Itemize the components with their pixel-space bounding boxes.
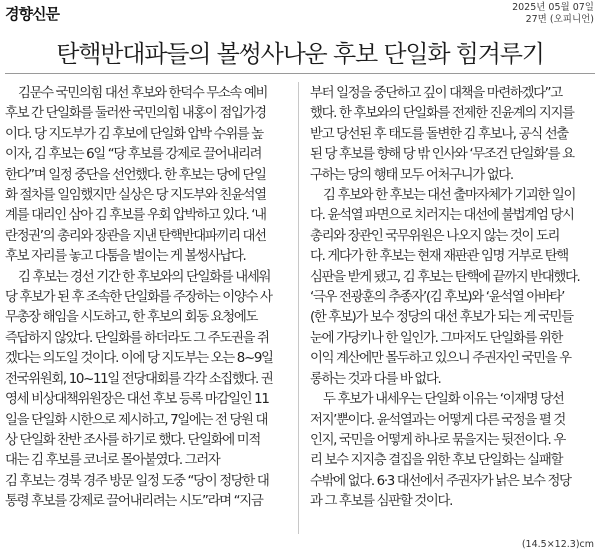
article-text-line: 총리와 장관인 국무위원은 나오지 않는 것이 도리 xyxy=(310,228,560,244)
article-text-line: 영세 비상대책위원장은 대선 후보 등록 마감일인 11 xyxy=(5,392,269,408)
article-text-line: 인지, 국민을 어떻게 하나로 묶을지는 뒷전이다. 우 xyxy=(310,432,565,448)
article-text-line: 다. 게다가 한 후보는 현재 재판관 임명 거부로 탄핵 xyxy=(310,249,568,265)
article-text-line: 이익 계산에만 몰두하고 있으니 주권자인 국민을 우 xyxy=(310,351,571,367)
article-text-line: 이다. 당 지도부가 김 후보에 단일화 압박 수위를 높 xyxy=(5,126,263,142)
issue-date: 2025년 05월 07일 xyxy=(512,2,594,13)
article-text-line: 일을 단일화 시한으로 제시하고, 7일에는 전 당원 대 xyxy=(5,412,268,428)
article-text-line: 구하는 당의 행태 모두 어처구니가 없다. xyxy=(310,167,513,183)
article-text-line: 당 후보가 된 후 조속한 단일화를 주장하는 이양수 사 xyxy=(5,290,272,306)
article-text-line: 롱하는 것과 다를 바 없다. xyxy=(310,371,441,387)
article-text-line: 이자, 김 후보는 6일 “당 후보를 강제로 끌어내리려 xyxy=(5,147,262,163)
article-text-line: 김 후보는 경선 기간 한 후보와의 단일화를 내세워 xyxy=(18,269,271,285)
article-text-line: 후보 자리를 놓고 다툼을 벌이는 게 볼썽사납다. xyxy=(5,249,246,265)
article-text-line: 한다”며 일정 중단을 선언했다. 한 후보는 당에 단일 xyxy=(5,167,266,183)
article-text-line: 부터 일정을 중단하고 깊이 대책을 마련하겠다”고 xyxy=(310,86,562,101)
article-text-line: 받고 당선된 후 태도를 돌변한 김 후보나, 공식 선출 xyxy=(310,126,568,142)
article-text-line: 계를 대리인 삼아 김 후보를 우회 압박하고 있다. ‘내 xyxy=(5,208,266,224)
page-label: 27면 (오피니언) xyxy=(525,14,594,25)
article-text-line: 된 당 후보를 향해 당 밖 인사와 ‘무조건 단일화’를 요 xyxy=(310,147,574,163)
article-text-line: 전국위원회, 10~11일 전당대회를 각각 소집했다. 권 xyxy=(5,371,273,387)
article-text-line: 상 단일화 찬반 조사를 하기로 했다. 단일화에 미적 xyxy=(5,432,260,448)
article-text-line: 통령 후보를 강제로 끌어내리려는 시도”라며 “지금 xyxy=(5,494,263,510)
column-divider xyxy=(298,82,299,534)
newspaper-masthead: 경향신문 xyxy=(5,5,59,23)
article-column-left xyxy=(5,84,284,513)
article-text-line: 김 후보와 한 후보는 대선 출마자체가 기괴한 일이 xyxy=(323,188,576,204)
article-text-line: 화 절차를 일임했지만 실상은 당 지도부와 친윤석열 xyxy=(5,188,266,204)
article-text-line: 과 그 후보를 심판할 것이다. xyxy=(310,494,452,510)
article-text-line: 리 보수 지지층 결집을 위한 후보 단일화는 실패할 xyxy=(310,453,563,469)
article-text-line: 란정권’의 총리와 장관을 지낸 탄핵반대파끼리 대선 xyxy=(5,228,266,244)
article-text-line: 김문수 국민의힘 대선 후보와 한덕수 무소속 예비 xyxy=(18,86,268,101)
article-text-line: 두 후보가 내세우는 단일화 이유는 ‘이재명 당선 xyxy=(323,392,564,408)
article-text-line: (한 후보)가 보수 정당의 대선 후보가 되는 게 국민들 xyxy=(310,310,573,326)
issue-meta xyxy=(512,2,594,26)
article-text-line: 눈에 가당키나 한 일인가. 그마저도 단일화를 위한 xyxy=(310,330,563,346)
article-text-line: 즉답하지 않았다. 단일화를 하더라도 그 주도권을 쥐 xyxy=(5,330,269,346)
article-text-line: 심판을 받게 됐고, 김 후보는 탄핵에 끝까지 반대했다. xyxy=(310,269,580,285)
article-size-note: (14.5×12.3)cm xyxy=(521,539,594,550)
article-text-line: 무총장 해임을 시도하고, 한 후보의 회동 요청에도 xyxy=(5,310,258,326)
article-text-line: 김 후보는 경북 경주 방문 일정 도중 “당이 정당한 대 xyxy=(5,473,269,489)
article-headline: 탄핵반대파들의 볼썽사나운 후보 단일화 힘겨루기 xyxy=(56,40,544,68)
article-text-line: 수밖에 없다. 6·3 대선에서 주권자가 낡은 보수 정당 xyxy=(310,473,571,489)
headline-divider xyxy=(5,73,595,74)
article-text-line: 겠다는 의도일 것이다. 이에 당 지도부는 오는 8~9일 xyxy=(5,351,273,367)
article-text-line: 후보 간 단일화를 둘러싼 국민의힘 내홍이 점입가경 xyxy=(5,106,266,122)
article-text-line: ‘극우 전광훈의 추종자’(김 후보)와 ‘윤석열 아바타’ xyxy=(310,290,565,306)
article-text-line: 했다. 한 후보와의 단일화를 전제한 진윤계의 지지를 xyxy=(310,106,574,122)
article-text-line: 대는 김 후보를 코너로 몰아붙였다. 그러자 xyxy=(5,453,220,469)
article-text-line: 저지’뿐이다. 윤석열과는 어떻게 다른 국정을 펼 것 xyxy=(310,412,565,428)
article-column-right xyxy=(310,84,589,513)
article-text-line: 다. 윤석열 파면으로 치러지는 대선에 불법계엄 당시 xyxy=(310,208,574,224)
